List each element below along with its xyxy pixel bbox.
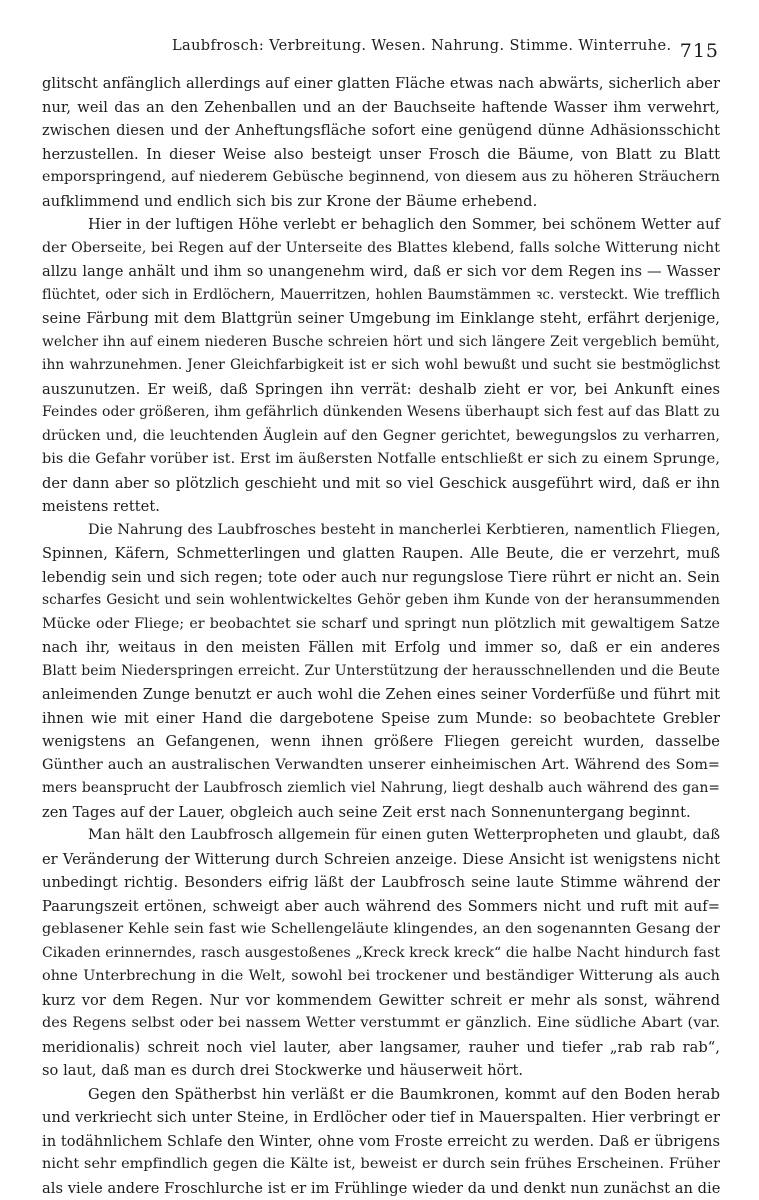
text-line: der Oberseite, bei Regen auf der Unterseite des Blattes klebend, falls solche Witterung nicht: [42, 239, 720, 256]
text-line: zen Tages auf der Lauer, obgleich auch seine Zeit erst nach Sonnenuntergang beginnt.: [42, 803, 691, 821]
text-line: er Veränderung der Witterung durch Schreien anzeige. Diese Ansicht ist wenigstens nicht: [42, 850, 720, 868]
paragraph: [42, 824, 720, 1083]
text-line: wenigstens an Gefangenen, wenn ihnen größere Fliegen gereicht wurden, dasselbe: [42, 733, 720, 750]
text-line: ihn wahrzunehmen. Jener Gleichfarbigkeit ist er sich wohl bewußt und sucht sie bestmöglichst: [42, 357, 720, 373]
text-line: Günther auch an australischen Verwandten unserer einheimischen Art. Während des Som=: [42, 756, 720, 773]
text-line: ohne Unterbrechung in die Welt, sowohl bei trockener und beständiger Witterung als auch: [42, 968, 720, 984]
text-line: meridionalis) schreit noch viel lauter, aber langsamer, rauher und tiefer „rab rab rab“,: [42, 1038, 720, 1056]
text-line: allzu lange anhält und ihm so unangenehm wird, daß er sich vor dem Regen ins — Wasser: [42, 263, 720, 280]
text-line: Gegen den Spätherbst hin verläßt er die Baumkronen, kommt auf den Boden herab: [88, 1085, 720, 1103]
text-line: ihnen wie mit einer Hand die dargebotene Speise zum Munde: so beobachtete Grebler: [42, 709, 720, 727]
paragraph: [42, 72, 720, 213]
text-line: anleimenden Zunge benutzt er auch wohl die Zehen eines seiner Vorderfüße und führt mit: [42, 686, 720, 703]
page-number: 715: [679, 40, 719, 62]
text-line: welcher ihn auf einem niederen Busche schreien hört und sich längere Zeit vergeblich bemüht,: [42, 333, 720, 350]
text-line: scharfes Gesicht und sein wohlentwickeltes Gehör geben ihm Kunde von der heransummenden: [42, 592, 720, 608]
text-line: und verkriecht sich unter Steine, in Erdlöcher oder tief in Mauerspalten. Hier verbringt er: [42, 1109, 720, 1126]
text-line: Man hält den Laubfrosch allgemein für einen guten Wetterpropheten und glaubt, daß: [88, 827, 720, 843]
text-line: Mücke oder Fliege; er beobachtet sie scharf und springt nun plötzlich mit gewaltigem Satze: [42, 615, 720, 632]
paragraph: [42, 213, 720, 519]
text-line: nicht sehr empfindlich gegen die Kälte ist, beweist er durch sein frühes Erscheinen. Früher: [42, 1156, 720, 1172]
text-line: drücken und, die leuchtenden Äuglein auf den Gegner gerichtet, bewegungslos zu verharren,: [42, 427, 720, 444]
text-line: Blatt beim Niederspringen erreicht. Zur Unterstützung der herausschnellenden und die Beute: [42, 662, 720, 679]
page-header: [42, 34, 719, 64]
text-line: herzustellen. In dieser Weise also besteigt unser Frosch die Bäume, von Blatt zu Blatt: [42, 145, 720, 163]
paragraph: [42, 519, 720, 825]
text-line: auszunutzen. Er weiß, daß Springen ihn verrät: deshalb zieht er vor, bei Ankunft eines: [42, 380, 720, 398]
text-line: meistens rettet.: [42, 498, 160, 515]
text-line: der dann aber so plötzlich geschieht und mit so viel Geschick ausgeführt wird, daß er ihn: [42, 474, 720, 492]
paragraph: [42, 1083, 720, 1200]
text-line: lebendig sein und sich regen; tote oder auch nur regungslose Tiere rührt er nicht an. Sein: [42, 568, 720, 586]
body-text: [42, 72, 720, 1200]
text-line: Spinnen, Käfern, Schmetterlingen und glatten Raupen. Alle Beute, die er verzehrt, muß: [42, 545, 720, 562]
text-line: glitscht anfänglich allerdings auf einer glatten Fläche etwas nach abwärts, sicherlich aber: [42, 75, 720, 92]
text-line: so laut, daß man es durch drei Stockwerke und häuserweit hört.: [42, 1062, 524, 1079]
text-line: aufklimmend und endlich sich bis zur Krone der Bäume erhebend.: [42, 192, 538, 210]
text-line: Paarungszeit ertönen, schweigt aber auch während des Sommers nicht und ruft mit auf=: [42, 897, 720, 915]
text-line: flüchtet, oder sich in Erdlöchern, Mauerritzen, hohlen Baumstämmen ꝛc. versteckt. Wie trefflich: [42, 286, 720, 303]
text-line: des Regens selbst oder bei nassem Wetter verstummt er gänzlich. Eine südliche Abart (var.: [42, 1015, 720, 1031]
text-line: zwischen diesen und der Anheftungsfläche sofort eine genügend dünne Adhäsionsschicht: [42, 122, 720, 139]
text-line: in todähnlichem Schlafe den Winter, ohne vom Froste erreicht zu werden. Daß er übrigens: [42, 1132, 720, 1150]
text-line: mers beansprucht der Laubfrosch ziemlich viel Nahrung, liegt deshalb auch während des gan=: [42, 780, 720, 796]
text-line: unbedingt richtig. Besonders eifrig läßt der Laubfrosch seine laute Stimme während der: [42, 874, 720, 891]
running-head: Laubfrosch: Verbreitung. Wesen. Nahrung. Stimme. Winterruhe.: [172, 38, 672, 54]
text-line: emporspringend, auf niederem Gebüsche beginnend, von diesem aus zu höheren Sträuchern: [42, 169, 720, 185]
text-line: Cikaden erinnerndes, rasch ausgestoßenes „Kreck kreck kreck“ die halbe Nacht hindurch fast: [42, 944, 720, 961]
text-line: Feindes oder größeren, ihm gefährlich dünkenden Wesens überhaupt sich fest auf das Blatt zu: [42, 404, 720, 420]
text-line: seine Färbung mit dem Blattgrün seiner Umgebung im Einklange steht, erfährt derjenige,: [42, 310, 720, 327]
text-line: Die Nahrung des Laubfrosches besteht in mancherlei Kerbtieren, namentlich Fliegen,: [88, 521, 721, 538]
text-line: als viele andere Froschlurche ist er im Frühlinge wieder da und denkt nun zunächst an die: [42, 1179, 721, 1197]
text-line: nach ihr, weitaus in den meisten Fällen mit Erfolg und immer so, daß er ein anderes: [42, 639, 720, 656]
text-line: Hier in der luftigen Höhe verlebt er behaglich den Sommer, bei schönem Wetter auf: [88, 216, 720, 233]
text-line: bis die Gefahr vorüber ist. Erst im äußersten Notfalle entschließt er sich zu einem Sprunge,: [42, 451, 720, 467]
text-line: nur, weil das an den Zehenballen und an der Bauchseite haftende Wasser ihm verwehrt,: [42, 98, 720, 116]
text-line: kurz vor dem Regen. Nur vor kommendem Gewitter schreit er mehr als sonst, während: [42, 991, 720, 1009]
text-line: geblasener Kehle sein fast wie Schellengeläute klingendes, an den sogenannten Gesang der: [42, 921, 720, 937]
